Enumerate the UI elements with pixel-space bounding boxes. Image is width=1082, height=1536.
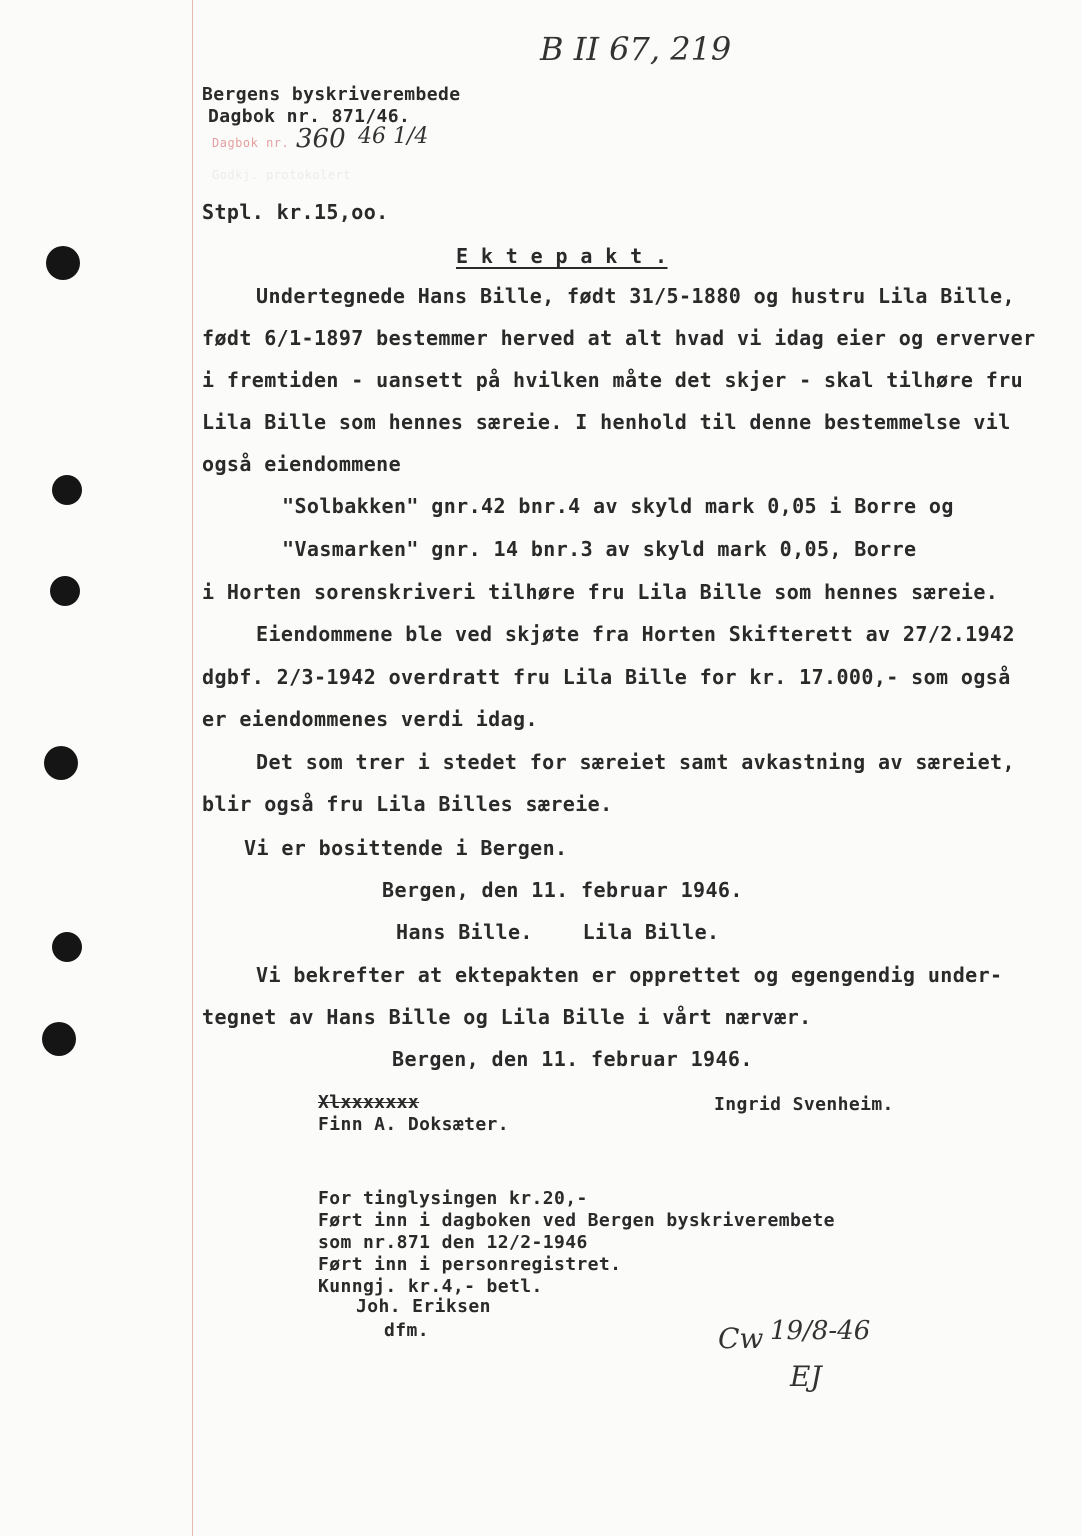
stamp-fee: Stpl. kr.15,oo. (202, 200, 389, 224)
body-line: også eiendommene (202, 452, 402, 476)
struck-witness: Xlxxxxxxx (318, 1092, 420, 1113)
punch-hole-icon (52, 932, 82, 962)
stamp-faint-label: Dagbok nr. (212, 136, 290, 150)
office-name: Bergens byskriverembede (202, 84, 461, 105)
body-line: tegnet av Hans Bille og Lila Bille i vårt nærvær. (202, 1005, 812, 1029)
registration-line: som nr.871 den 12/2-1946 (318, 1232, 588, 1253)
body-line: Undertegnede Hans Bille, født 31/5-1880 og hustru Lila Bille, (256, 284, 1015, 308)
stamp-date: 46 1/4 (358, 124, 429, 149)
annotation-mark: EJ (790, 1360, 822, 1393)
registration-line: Ført inn i personregistret. (318, 1254, 622, 1275)
annotation-date: 19/8-46 (770, 1316, 871, 1346)
document-title: E k t e p a k t . (456, 244, 668, 268)
punch-hole-icon (44, 746, 78, 780)
registration-line: For tinglysingen kr.20,- (318, 1188, 588, 1209)
punch-hole-icon (42, 1022, 76, 1056)
punch-hole-icon (50, 576, 80, 606)
body-line: Lila Bille som hennes særeie. I henhold til denne bestemmelse vil (202, 410, 1011, 434)
body-line: i Horten sorenskriveri tilhøre fru Lila Bille som hennes særeie. (202, 580, 999, 604)
body-line: Vi bekrefter at ektepakten er opprettet og egengendig under- (256, 963, 1003, 987)
body-line: Eiendommene ble ved skjøte fra Horten Skifterett av 27/2.1942 (256, 622, 1015, 646)
registration-line: Ført inn i dagboken ved Bergen byskriverembete (318, 1210, 835, 1231)
registration-line: Joh. Eriksen (356, 1296, 491, 1317)
signatures-line: Hans Bille. Lila Bille. (396, 920, 720, 944)
body-line: født 6/1-1897 bestemmer herved at alt hvad vi idag eier og erverver (202, 326, 1036, 350)
registration-line: dfm. (384, 1320, 429, 1341)
body-line: Vi er bosittende i Bergen. (244, 836, 568, 860)
stamp-number: 360 (296, 124, 346, 154)
body-line: Bergen, den 11. februar 1946. (392, 1047, 753, 1071)
body-line: blir også fru Lila Billes særeie. (202, 792, 613, 816)
body-line: er eiendommenes verdi idag. (202, 707, 538, 731)
witness-left: Finn A. Doksæter. (318, 1114, 510, 1135)
dagbok-number: Dagbok nr. 871/46. (208, 106, 411, 127)
body-line: "Vasmarken" gnr. 14 bnr.3 av skyld mark 0,05, Borre (282, 537, 917, 561)
registration-line: Kunngj. kr.4,- betl. (318, 1276, 543, 1297)
stamp-faint-label: Godkj. protokolert (212, 168, 352, 182)
body-line: "Solbakken" gnr.42 bnr.4 av skyld mark 0,05 i Borre og (282, 494, 954, 518)
margin-line (192, 0, 193, 1536)
archive-reference: B II 67, 219 (540, 30, 732, 68)
punch-hole-icon (46, 246, 80, 280)
annotation-initials: Cw (718, 1322, 764, 1355)
witness-right: Ingrid Svenheim. (714, 1094, 894, 1115)
body-line: i fremtiden - uansett på hvilken måte det skjer - skal tilhøre fru (202, 368, 1024, 392)
punch-hole-icon (52, 475, 82, 505)
body-line: dgbf. 2/3-1942 overdratt fru Lila Bille for kr. 17.000,- som også (202, 665, 1011, 689)
body-line: Det som trer i stedet for særeiet samt avkastning av særeiet, (256, 750, 1015, 774)
body-line: Bergen, den 11. februar 1946. (382, 878, 743, 902)
